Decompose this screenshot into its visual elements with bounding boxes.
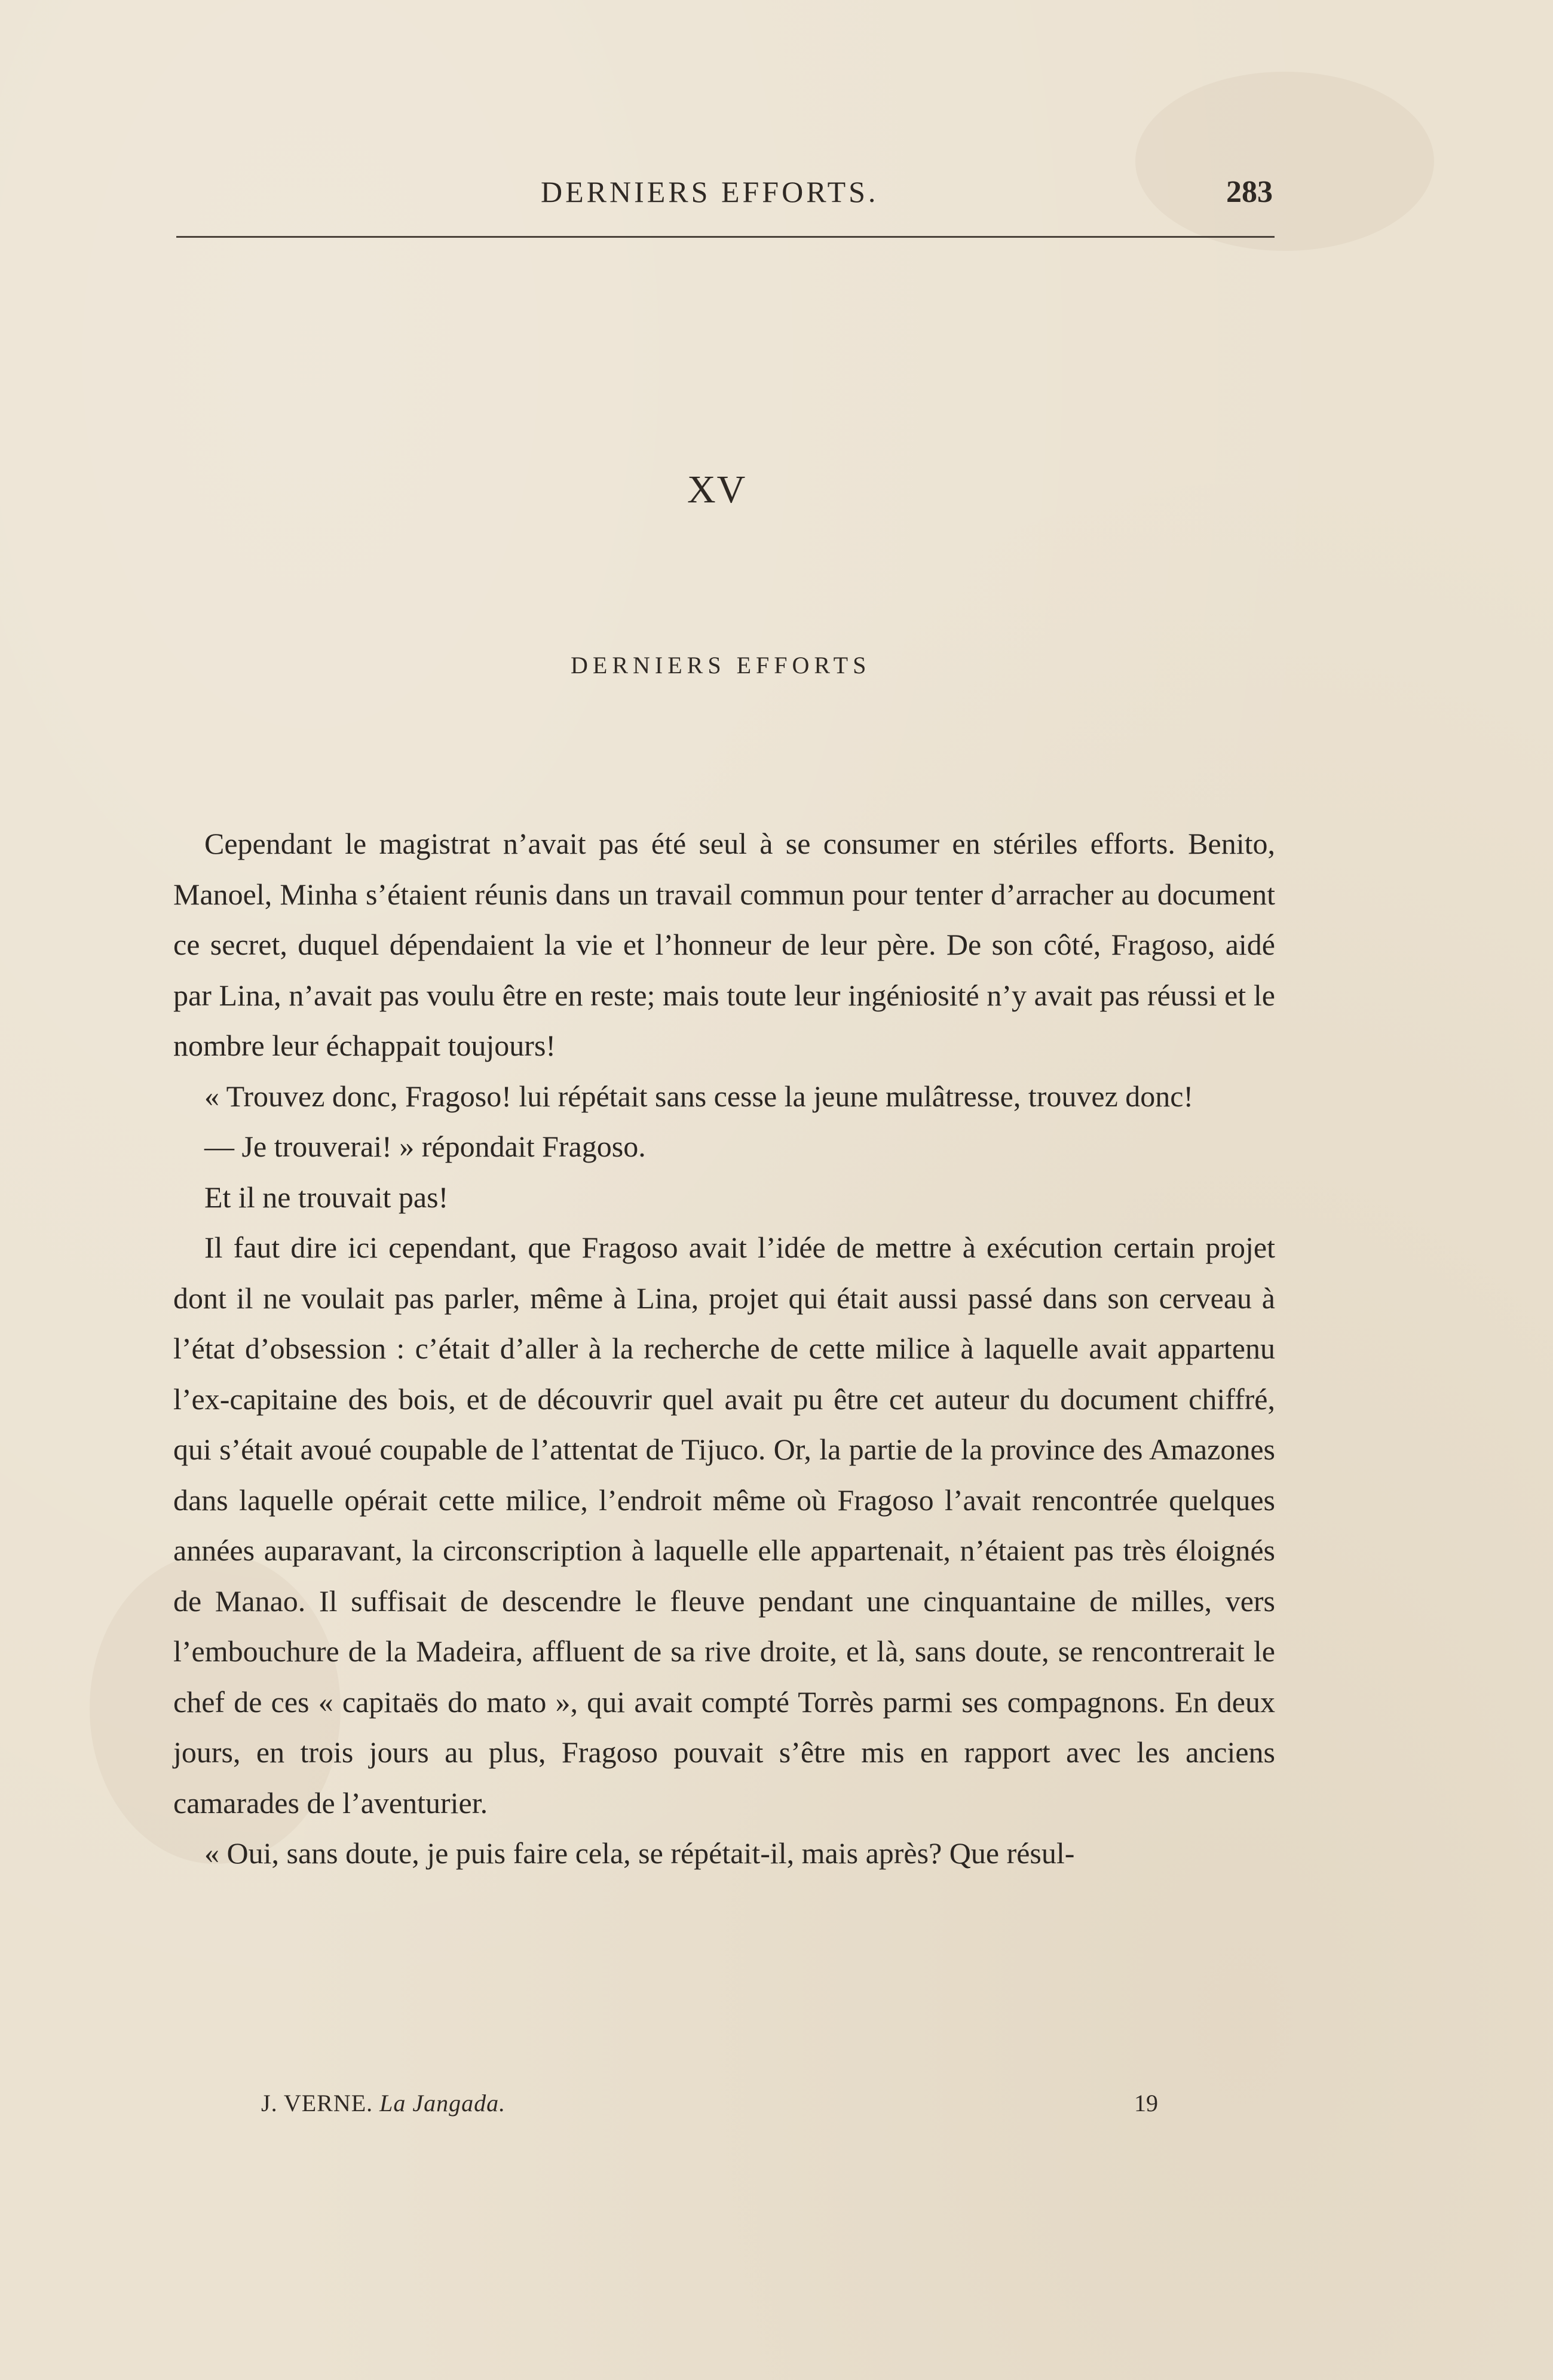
chapter-title: DERNIERS EFFORTS: [571, 652, 871, 679]
footer-author: J. VERNE.: [261, 2090, 373, 2117]
footer-signature: [261, 2089, 506, 2117]
chapter-number: XV: [687, 468, 747, 511]
paper-stain: [1135, 72, 1434, 251]
footer-work-title: La Jangada.: [379, 2090, 506, 2117]
running-title: DERNIERS EFFORTS.: [541, 175, 879, 208]
paragraph: « Oui, sans doute, je puis faire cela, se répétait-il, mais après? Que résul-: [204, 1836, 1075, 1870]
sheet-number: 19: [1134, 2090, 1158, 2117]
page-number: 283: [1226, 175, 1273, 209]
body-text: [173, 818, 1275, 1879]
paragraph: Il faut dire ici cependant, que Fragoso avait l’idée de mettre à exécution certain projet dont il ne voulait pas parler, même à Lina, projet qui était aussi passé dans son cerveau à l’état d’obsession : c’était d’aller à la recherche de cette milice à laquelle avait appartenu l’ex-capitaine des bois, et de découvrir quel avait pu être cet auteur du document chiffré, qui s’était avoué coupable de l’attentat de Tijuco. Or, la partie de la province des Amazones dans laquelle opérait cette milice, l’endroit même où Fragoso l’avait rencontrée quelques années auparavant, la circonscription à laquelle elle appartenait, n’étaient pas très éloignés de Manao. Il suffisait de descendre le fleuve pendant une cinquantaine de milles, vers l’embouchure de la Madeira, affluent de sa rive droite, et là, sans doute, se rencontrerait le chef de ces « capitaës do mato », qui avait compté Torrès parmi ses compagnons. En deux jours, en trois jours au plus, Fragoso pouvait s’être mis en rapport avec les anciens camarades de l’aventurier.: [173, 1231, 1275, 1820]
paragraph: « Trouvez donc, Fragoso! lui répétait sans cesse la jeune mulâtresse, trouvez donc!: [204, 1079, 1194, 1113]
paragraph: Et il ne trouvait pas!: [204, 1180, 449, 1214]
paragraph: Cependant le magistrat n’avait pas été seul à se consumer en stériles efforts. Benito, Manoel, Minha s’étaient réunis dans un travail commun pour tenter d’arracher au document ce secret, duquel dépendaient la vie et l’honneur de leur père. De son côté, Fragoso, aidé par Lina, n’avait pas voulu être en reste; mais toute leur ingéniosité n’y avait pas réussi et le nombre leur échappait toujours!: [173, 827, 1275, 1062]
paragraph: — Je trouverai! » répondait Fragoso.: [204, 1130, 646, 1163]
header-rule: [176, 236, 1275, 238]
